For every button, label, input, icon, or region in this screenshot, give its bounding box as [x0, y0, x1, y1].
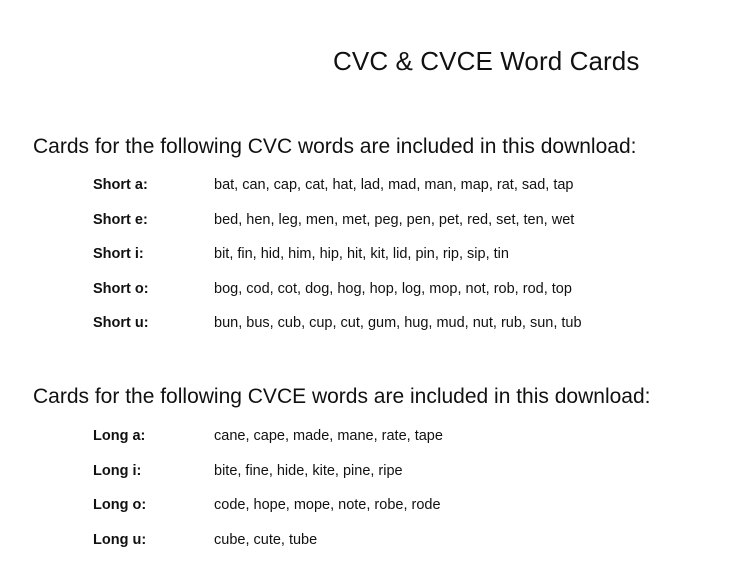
list-item [93, 246, 733, 281]
word-list-text: bog, cod, cot, dog, hog, hop, log, mop, not, rob, rod, top [214, 280, 572, 297]
word-list-text: cane, cape, made, mane, rate, tape [214, 428, 443, 444]
vowel-label: Short e: [93, 211, 148, 228]
vowel-label: Short a: [93, 177, 148, 193]
cvce-word-list [93, 428, 733, 566]
vowel-label: Short o: [93, 280, 149, 297]
cvc-section-heading: Cards for the following CVC words are included in this download: [33, 135, 637, 158]
word-list-text: bed, hen, leg, men, met, peg, pen, pet, red, set, ten, wet [214, 211, 575, 228]
list-item [93, 281, 733, 316]
list-item [93, 463, 733, 498]
list-item [93, 315, 733, 350]
list-item [93, 428, 733, 463]
list-item [93, 497, 733, 532]
word-list-text: bite, fine, hide, kite, pine, ripe [214, 462, 403, 479]
list-item [93, 212, 733, 247]
vowel-label: Long a: [93, 428, 146, 444]
vowel-label: Long i: [93, 462, 142, 479]
word-list-text: cube, cute, tube [214, 531, 318, 548]
word-list-text: bun, bus, cub, cup, cut, gum, hug, mud, nut, rub, sun, tub [214, 315, 582, 331]
vowel-label: Short u: [93, 315, 149, 331]
cvce-section-heading: Cards for the following CVCE words are included in this download: [33, 385, 651, 408]
page-title: CVC & CVCE Word Cards [333, 46, 640, 76]
vowel-label: Long u: [93, 531, 147, 548]
vowel-label: Long o: [93, 497, 147, 513]
list-item [93, 177, 733, 212]
cvc-word-list [93, 177, 733, 350]
word-list-text: bit, fin, hid, him, hip, hit, kit, lid, pin, rip, sip, tin [214, 246, 509, 262]
vowel-label: Short i: [93, 246, 144, 262]
word-list-text: code, hope, mope, note, robe, rode [214, 497, 441, 513]
word-list-text: bat, can, cap, cat, hat, lad, mad, man, map, rat, sad, tap [214, 177, 574, 193]
list-item [93, 532, 733, 567]
